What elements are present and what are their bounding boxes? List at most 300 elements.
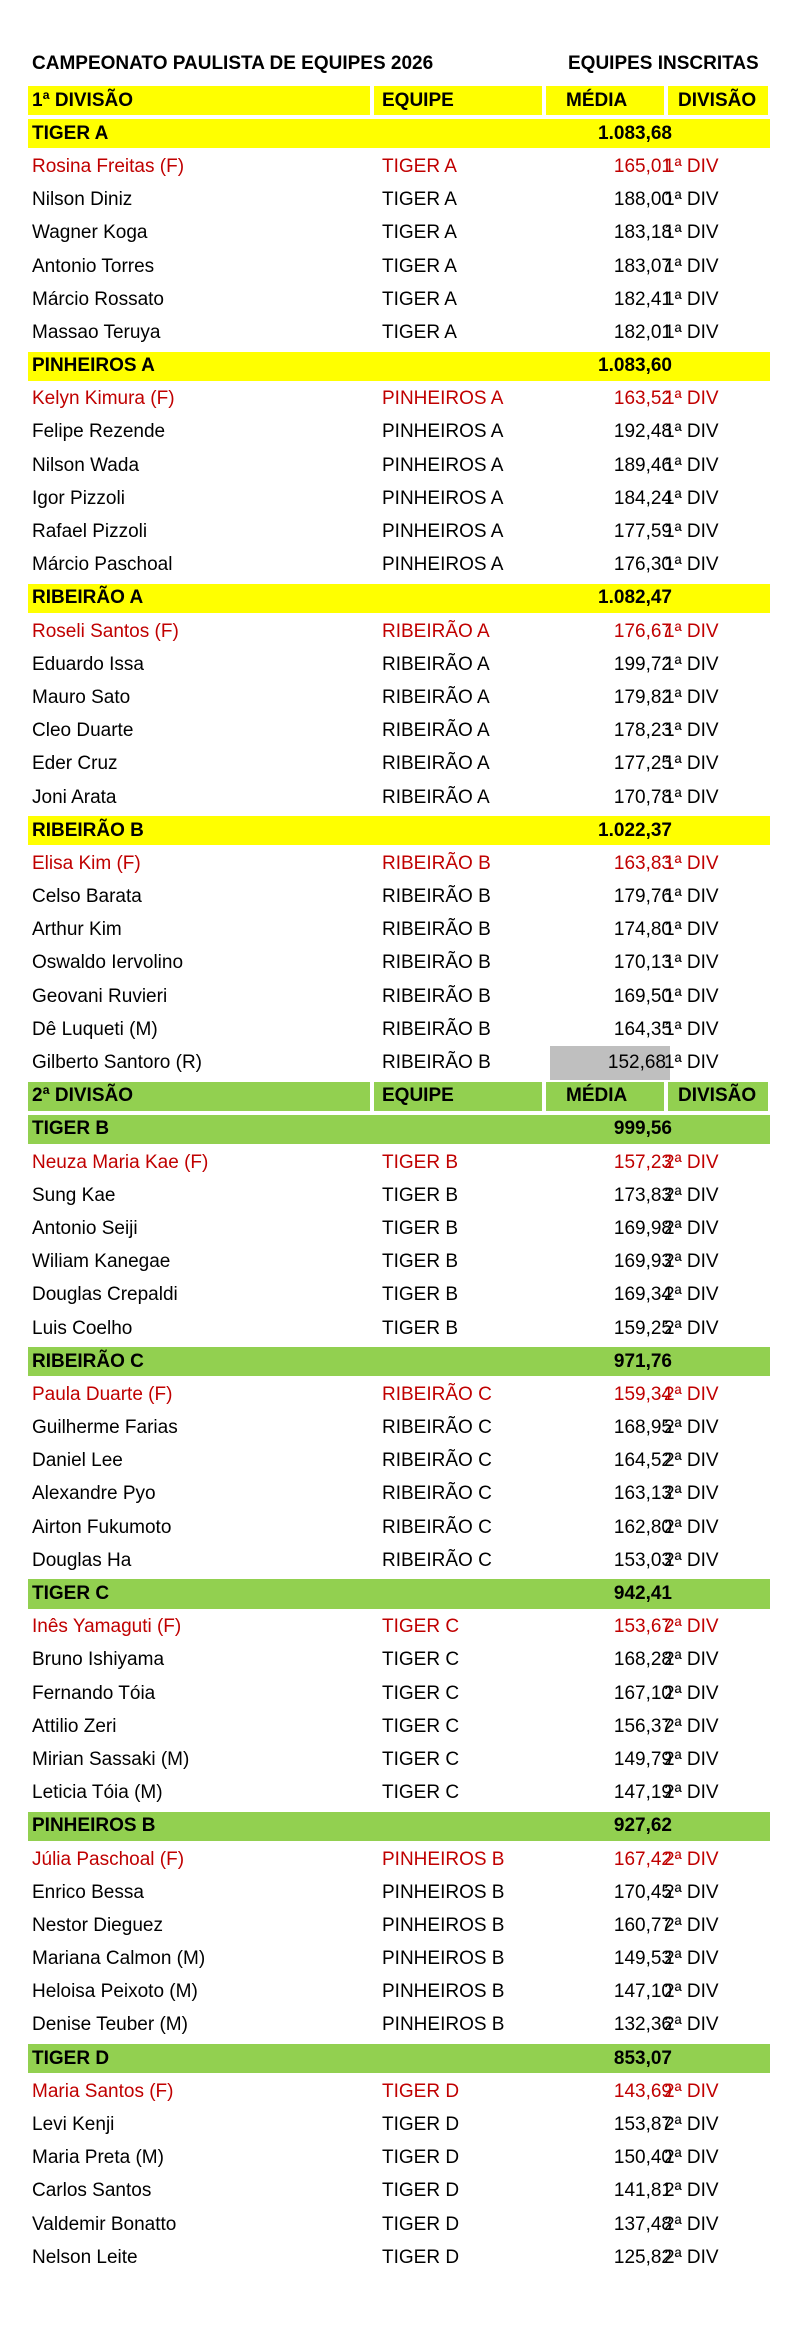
player-team: PINHEIROS B [382, 1981, 505, 2003]
team-name: TIGER D [32, 2047, 110, 2069]
player-division: 1ª DIV [664, 686, 719, 708]
player-team: TIGER A [382, 155, 457, 177]
player-division: 2ª DIV [664, 1981, 719, 2003]
player-name: Celso Barata [32, 886, 142, 908]
player-row [28, 1909, 776, 1942]
player-division: 2ª DIV [664, 1251, 719, 1273]
player-division: 2ª DIV [664, 1881, 719, 1903]
player-name: Levi Kenji [32, 2114, 115, 2136]
player-team: TIGER C [382, 1616, 460, 1638]
player-division: 1ª DIV [664, 1018, 719, 1040]
player-division: 2ª DIV [664, 1948, 719, 1970]
player-row [28, 615, 776, 648]
player-row [28, 1710, 776, 1743]
player-team: RIBEIRÃO C [382, 1450, 492, 1472]
player-team: RIBEIRÃO C [382, 1516, 492, 1538]
player-row [28, 1644, 776, 1677]
player-average: 169,98 [613, 1217, 672, 1239]
player-name: Heloisa Peixoto (M) [32, 1981, 198, 2003]
player-team: TIGER D [382, 2246, 460, 2268]
player-average: 149,53 [613, 1948, 672, 1970]
column-header-team: EQUIPE [374, 86, 542, 115]
player-division: 2ª DIV [664, 1450, 719, 1472]
player-team: RIBEIRÃO A [382, 620, 490, 642]
player-name: Wagner Koga [32, 222, 148, 244]
player-average: 147,10 [613, 1981, 672, 2003]
player-average: 178,23 [613, 720, 672, 742]
player-team: TIGER C [382, 1748, 460, 1770]
team-name: PINHEIROS A [32, 355, 155, 377]
player-team: TIGER C [382, 1682, 460, 1704]
player-row [28, 1976, 776, 2009]
player-division: 1ª DIV [664, 521, 719, 543]
player-team: TIGER B [382, 1151, 459, 1173]
player-team: RIBEIRÃO A [382, 720, 490, 742]
team-name: TIGER C [32, 1583, 110, 1605]
player-division: 1ª DIV [664, 985, 719, 1007]
player-name: Nestor Dieguez [32, 1914, 163, 1936]
player-name: Mariana Calmon (M) [32, 1948, 206, 1970]
player-average: 168,95 [613, 1417, 672, 1439]
player-average: 199,72 [613, 653, 672, 675]
player-row [28, 980, 776, 1013]
player-row [28, 2108, 776, 2141]
player-name: Enrico Bessa [32, 1881, 144, 1903]
player-average: 160,77 [613, 1914, 672, 1936]
column-header-team: EQUIPE [374, 1082, 542, 1111]
player-team: PINHEIROS A [382, 487, 504, 509]
player-name: Eder Cruz [32, 753, 118, 775]
player-row [28, 2009, 776, 2042]
player-team: PINHEIROS A [382, 521, 504, 543]
player-division: 2ª DIV [664, 1848, 719, 1870]
player-name: Mauro Sato [32, 686, 131, 708]
player-row [28, 482, 776, 515]
player-row [28, 1843, 776, 1876]
player-team: TIGER A [382, 189, 457, 211]
player-row [28, 1943, 776, 1976]
player-average: 179,82 [613, 686, 672, 708]
player-average: 170,45 [613, 1881, 672, 1903]
player-average: 169,34 [613, 1284, 672, 1306]
player-division: 1ª DIV [664, 786, 719, 808]
player-division: 1ª DIV [664, 720, 719, 742]
player-row [28, 1212, 776, 1245]
player-division: 2ª DIV [664, 2147, 719, 2169]
player-team: TIGER B [382, 1284, 459, 1306]
player-average: 192,48 [613, 421, 672, 443]
player-name: Denise Teuber (M) [32, 2014, 188, 2036]
player-team: RIBEIRÃO C [382, 1483, 492, 1505]
team-total: 971,76 [613, 1350, 672, 1372]
player-average: 179,76 [613, 886, 672, 908]
player-row [28, 1412, 776, 1445]
player-name: Attilio Zeri [32, 1715, 117, 1737]
player-name: Carlos Santos [32, 2180, 152, 2202]
player-average: 182,41 [613, 288, 672, 310]
player-average: 153,67 [613, 1616, 672, 1638]
player-average: 184,24 [613, 487, 672, 509]
player-division: 1ª DIV [664, 189, 719, 211]
team-name: RIBEIRÃO A [32, 587, 144, 609]
player-division: 1ª DIV [664, 288, 719, 310]
player-team: TIGER D [382, 2180, 460, 2202]
player-team: TIGER D [382, 2080, 460, 2102]
player-average: 156,37 [613, 1715, 672, 1737]
player-name: Rafael Pizzoli [32, 521, 148, 543]
player-division: 1ª DIV [664, 454, 719, 476]
player-team: PINHEIROS A [382, 421, 504, 443]
player-row [28, 250, 776, 283]
player-team: TIGER A [382, 321, 457, 343]
player-row [28, 449, 776, 482]
player-name: Nilson Wada [32, 454, 140, 476]
player-row [28, 1378, 776, 1411]
player-row [28, 2241, 776, 2274]
player-average: 164,52 [613, 1450, 672, 1472]
team-total: 1.083,68 [598, 122, 672, 144]
player-name: Inês Yamaguti (F) [32, 1616, 182, 1638]
player-average: 157,23 [613, 1151, 672, 1173]
player-division: 2ª DIV [664, 2080, 719, 2102]
division-header [28, 84, 776, 117]
player-row [28, 1743, 776, 1776]
player-name: Nelson Leite [32, 2246, 138, 2268]
player-row [28, 1146, 776, 1179]
player-name: Luis Coelho [32, 1317, 133, 1339]
player-name: Igor Pizzoli [32, 487, 125, 509]
player-division: 2ª DIV [664, 1217, 719, 1239]
player-average: 182,01 [613, 321, 672, 343]
player-division: 1ª DIV [664, 321, 719, 343]
player-row [28, 150, 776, 183]
player-row [28, 748, 776, 781]
player-name: Geovani Ruvieri [32, 985, 168, 1007]
player-team: PINHEIROS B [382, 1881, 505, 1903]
roster-sheet [28, 50, 776, 2274]
player-row [28, 2075, 776, 2108]
player-name: Bruno Ishiyama [32, 1649, 165, 1671]
player-division: 2ª DIV [664, 1317, 719, 1339]
player-average: 170,13 [613, 952, 672, 974]
player-row [28, 184, 776, 217]
column-header-division: DIVISÃO [668, 86, 768, 115]
player-division: 1ª DIV [664, 952, 719, 974]
player-name: Cleo Duarte [32, 720, 134, 742]
player-name: Massao Teruya [32, 321, 161, 343]
player-name: Kelyn Kimura (F) [32, 388, 175, 410]
player-team: TIGER D [382, 2147, 460, 2169]
player-team: RIBEIRÃO B [382, 1052, 491, 1074]
player-row [28, 2208, 776, 2241]
player-division: 1ª DIV [664, 487, 719, 509]
player-division: 2ª DIV [664, 1549, 719, 1571]
team-header [28, 1113, 776, 1146]
player-name: Airton Fukumoto [32, 1516, 172, 1538]
player-name: Maria Santos (F) [32, 2080, 174, 2102]
player-division: 2ª DIV [664, 1782, 719, 1804]
player-team: RIBEIRÃO A [382, 653, 490, 675]
player-division: 2ª DIV [664, 2246, 719, 2268]
player-division: 2ª DIV [664, 1715, 719, 1737]
player-average: 153,87 [613, 2114, 672, 2136]
player-name: Eduardo Issa [32, 653, 144, 675]
team-header [28, 2042, 776, 2075]
team-name: TIGER A [32, 122, 109, 144]
player-row [28, 416, 776, 449]
player-average: 176,67 [613, 620, 672, 642]
player-average: 173,83 [613, 1184, 672, 1206]
division-label: 1ª DIVISÃO [28, 86, 370, 115]
player-division: 2ª DIV [664, 1649, 719, 1671]
player-team: TIGER C [382, 1649, 460, 1671]
player-row [28, 383, 776, 416]
column-header-average: MÉDIA [546, 1082, 664, 1111]
player-average: 167,42 [613, 1848, 672, 1870]
player-team: TIGER A [382, 255, 457, 277]
player-row [28, 1777, 776, 1810]
player-average: 162,80 [613, 1516, 672, 1538]
player-name: Neuza Maria Kae (F) [32, 1151, 209, 1173]
player-average: 188,00 [613, 189, 672, 211]
player-row [28, 2175, 776, 2208]
player-average: 177,59 [613, 521, 672, 543]
player-name: Douglas Crepaldi [32, 1284, 178, 1306]
player-average: 169,50 [613, 985, 672, 1007]
player-name: Márcio Paschoal [32, 554, 173, 576]
player-division: 2ª DIV [664, 2014, 719, 2036]
player-team: RIBEIRÃO C [382, 1549, 492, 1571]
player-row [28, 1511, 776, 1544]
player-division: 1ª DIV [664, 554, 719, 576]
player-row [28, 847, 776, 880]
player-division: 1ª DIV [664, 919, 719, 941]
player-average: 163,13 [613, 1483, 672, 1505]
player-row [28, 549, 776, 582]
player-name: Daniel Lee [32, 1450, 123, 1472]
player-average: 141,81 [613, 2180, 672, 2202]
player-average: 159,25 [613, 1317, 672, 1339]
player-row [28, 781, 776, 814]
player-row [28, 217, 776, 250]
player-row [28, 316, 776, 349]
player-name: Sung Kae [32, 1184, 116, 1206]
player-division: 1ª DIV [664, 421, 719, 443]
player-team: RIBEIRÃO B [382, 1018, 491, 1040]
player-row [28, 1478, 776, 1511]
player-average: 132,36 [613, 2014, 672, 2036]
team-header [28, 117, 776, 150]
player-row [28, 1544, 776, 1577]
player-division: 1ª DIV [664, 255, 719, 277]
player-division: 1ª DIV [664, 620, 719, 642]
player-average: 189,46 [613, 454, 672, 476]
player-team: TIGER C [382, 1782, 460, 1804]
player-average: 168,28 [613, 1649, 672, 1671]
division-label: 2ª DIVISÃO [28, 1082, 370, 1111]
player-name: Roseli Santos (F) [32, 620, 179, 642]
player-row [28, 881, 776, 914]
team-header [28, 350, 776, 383]
column-header-average: MÉDIA [546, 86, 664, 115]
player-team: RIBEIRÃO B [382, 886, 491, 908]
player-name: Guilherme Farias [32, 1417, 178, 1439]
player-division: 2ª DIV [664, 1914, 719, 1936]
player-team: TIGER B [382, 1184, 459, 1206]
player-name: Fernando Tóia [32, 1682, 156, 1704]
player-row [28, 1013, 776, 1046]
player-name: Leticia Tóia (M) [32, 1782, 163, 1804]
player-division: 1ª DIV [664, 388, 719, 410]
player-name: Alexandre Pyo [32, 1483, 156, 1505]
player-row [28, 515, 776, 548]
player-average: 143,69 [613, 2080, 672, 2102]
player-division: 1ª DIV [664, 753, 719, 775]
team-name: RIBEIRÃO C [32, 1350, 144, 1372]
player-average: 177,25 [613, 753, 672, 775]
player-name: Nilson Diniz [32, 189, 133, 211]
player-name: Gilberto Santoro (R) [32, 1052, 203, 1074]
player-division: 1ª DIV [664, 222, 719, 244]
player-team: TIGER D [382, 2213, 460, 2235]
roster-table [28, 84, 776, 2274]
player-division: 2ª DIV [664, 2213, 719, 2235]
player-row [28, 1445, 776, 1478]
player-team: TIGER B [382, 1217, 459, 1239]
player-row [28, 2142, 776, 2175]
player-division: 2ª DIV [664, 1383, 719, 1405]
player-division: 2ª DIV [664, 1151, 719, 1173]
player-average: 183,18 [613, 222, 672, 244]
player-team: TIGER A [382, 222, 457, 244]
player-average: 170,78 [613, 786, 672, 808]
division-header [28, 1080, 776, 1113]
player-name: Júlia Paschoal (F) [32, 1848, 185, 1870]
player-team: PINHEIROS B [382, 1914, 505, 1936]
team-header [28, 582, 776, 615]
player-name: Felipe Rezende [32, 421, 166, 443]
player-division: 2ª DIV [664, 2180, 719, 2202]
player-row [28, 1046, 776, 1079]
player-team: TIGER D [382, 2114, 460, 2136]
player-team: PINHEIROS A [382, 554, 504, 576]
player-name: Paula Duarte (F) [32, 1383, 173, 1405]
player-team: TIGER C [382, 1715, 460, 1737]
player-row [28, 1876, 776, 1909]
team-header [28, 1577, 776, 1610]
player-row [28, 1279, 776, 1312]
player-team: PINHEIROS B [382, 1948, 505, 1970]
column-header-division: DIVISÃO [668, 1082, 768, 1111]
player-average: 169,93 [613, 1251, 672, 1273]
player-team: RIBEIRÃO B [382, 852, 491, 874]
player-row [28, 1246, 776, 1279]
player-team: TIGER B [382, 1317, 459, 1339]
player-name: Maria Preta (M) [32, 2147, 164, 2169]
player-average: 176,30 [613, 554, 672, 576]
player-average: 159,34 [613, 1383, 672, 1405]
player-name: Antonio Seiji [32, 1217, 138, 1239]
player-name: Douglas Ha [32, 1549, 132, 1571]
player-team: RIBEIRÃO C [382, 1383, 492, 1405]
player-division: 2ª DIV [664, 1184, 719, 1206]
player-team: RIBEIRÃO B [382, 985, 491, 1007]
player-team: RIBEIRÃO A [382, 686, 490, 708]
player-name: Márcio Rossato [32, 288, 164, 310]
player-name: Valdemir Bonatto [32, 2213, 177, 2235]
team-total: 999,56 [613, 1118, 672, 1140]
team-total: 1.083,60 [598, 355, 672, 377]
player-division: 1ª DIV [664, 852, 719, 874]
player-average: 153,03 [613, 1549, 672, 1571]
team-header [28, 1345, 776, 1378]
player-division: 1ª DIV [664, 653, 719, 675]
player-name: Elisa Kim (F) [32, 852, 141, 874]
player-name: Wiliam Kanegae [32, 1251, 171, 1273]
player-team: RIBEIRÃO A [382, 786, 490, 808]
player-division: 1ª DIV [664, 886, 719, 908]
player-average: 174,80 [613, 919, 672, 941]
player-row [28, 681, 776, 714]
player-average: 183,07 [613, 255, 672, 277]
player-division: 2ª DIV [664, 1417, 719, 1439]
player-name: Mirian Sassaki (M) [32, 1748, 190, 1770]
player-division: 2ª DIV [664, 1682, 719, 1704]
player-row [28, 283, 776, 316]
player-average: 150,40 [613, 2147, 672, 2169]
player-row [28, 1677, 776, 1710]
player-name: Joni Arata [32, 786, 117, 808]
player-team: RIBEIRÃO B [382, 919, 491, 941]
player-row [28, 715, 776, 748]
player-division: 1ª DIV [664, 1052, 719, 1074]
team-header [28, 814, 776, 847]
player-average: 147,19 [613, 1782, 672, 1804]
page-title: CAMPEONATO PAULISTA DE EQUIPES 2026 [32, 53, 434, 74]
title-bar [28, 50, 776, 78]
team-header [28, 1810, 776, 1843]
team-total: 1.022,37 [598, 819, 672, 841]
player-name: Oswaldo Iervolino [32, 952, 184, 974]
player-team: TIGER B [382, 1251, 459, 1273]
player-team: PINHEIROS A [382, 454, 504, 476]
player-average: 164,35 [613, 1018, 672, 1040]
player-team: RIBEIRÃO A [382, 753, 490, 775]
player-row [28, 914, 776, 947]
player-average: 165,01 [613, 155, 672, 177]
player-division: 1ª DIV [664, 155, 719, 177]
team-total: 942,41 [613, 1583, 672, 1605]
team-total: 1.082,47 [598, 587, 672, 609]
player-team: PINHEIROS B [382, 2014, 505, 2036]
player-name: Arthur Kim [32, 919, 122, 941]
player-division: 2ª DIV [664, 1516, 719, 1538]
player-row [28, 1312, 776, 1345]
team-name: PINHEIROS B [32, 1815, 156, 1837]
player-team: PINHEIROS A [382, 388, 504, 410]
player-division: 2ª DIV [664, 1284, 719, 1306]
player-average: 137,48 [613, 2213, 672, 2235]
player-average: 149,79 [613, 1748, 672, 1770]
player-average: 152,68 [550, 1046, 670, 1079]
player-division: 2ª DIV [664, 1616, 719, 1638]
player-team: RIBEIRÃO C [382, 1417, 492, 1439]
player-row [28, 1611, 776, 1644]
player-average: 125,82 [613, 2246, 672, 2268]
player-name: Dê Luqueti (M) [32, 1018, 158, 1040]
team-name: TIGER B [32, 1118, 110, 1140]
team-total: 927,62 [613, 1815, 672, 1837]
